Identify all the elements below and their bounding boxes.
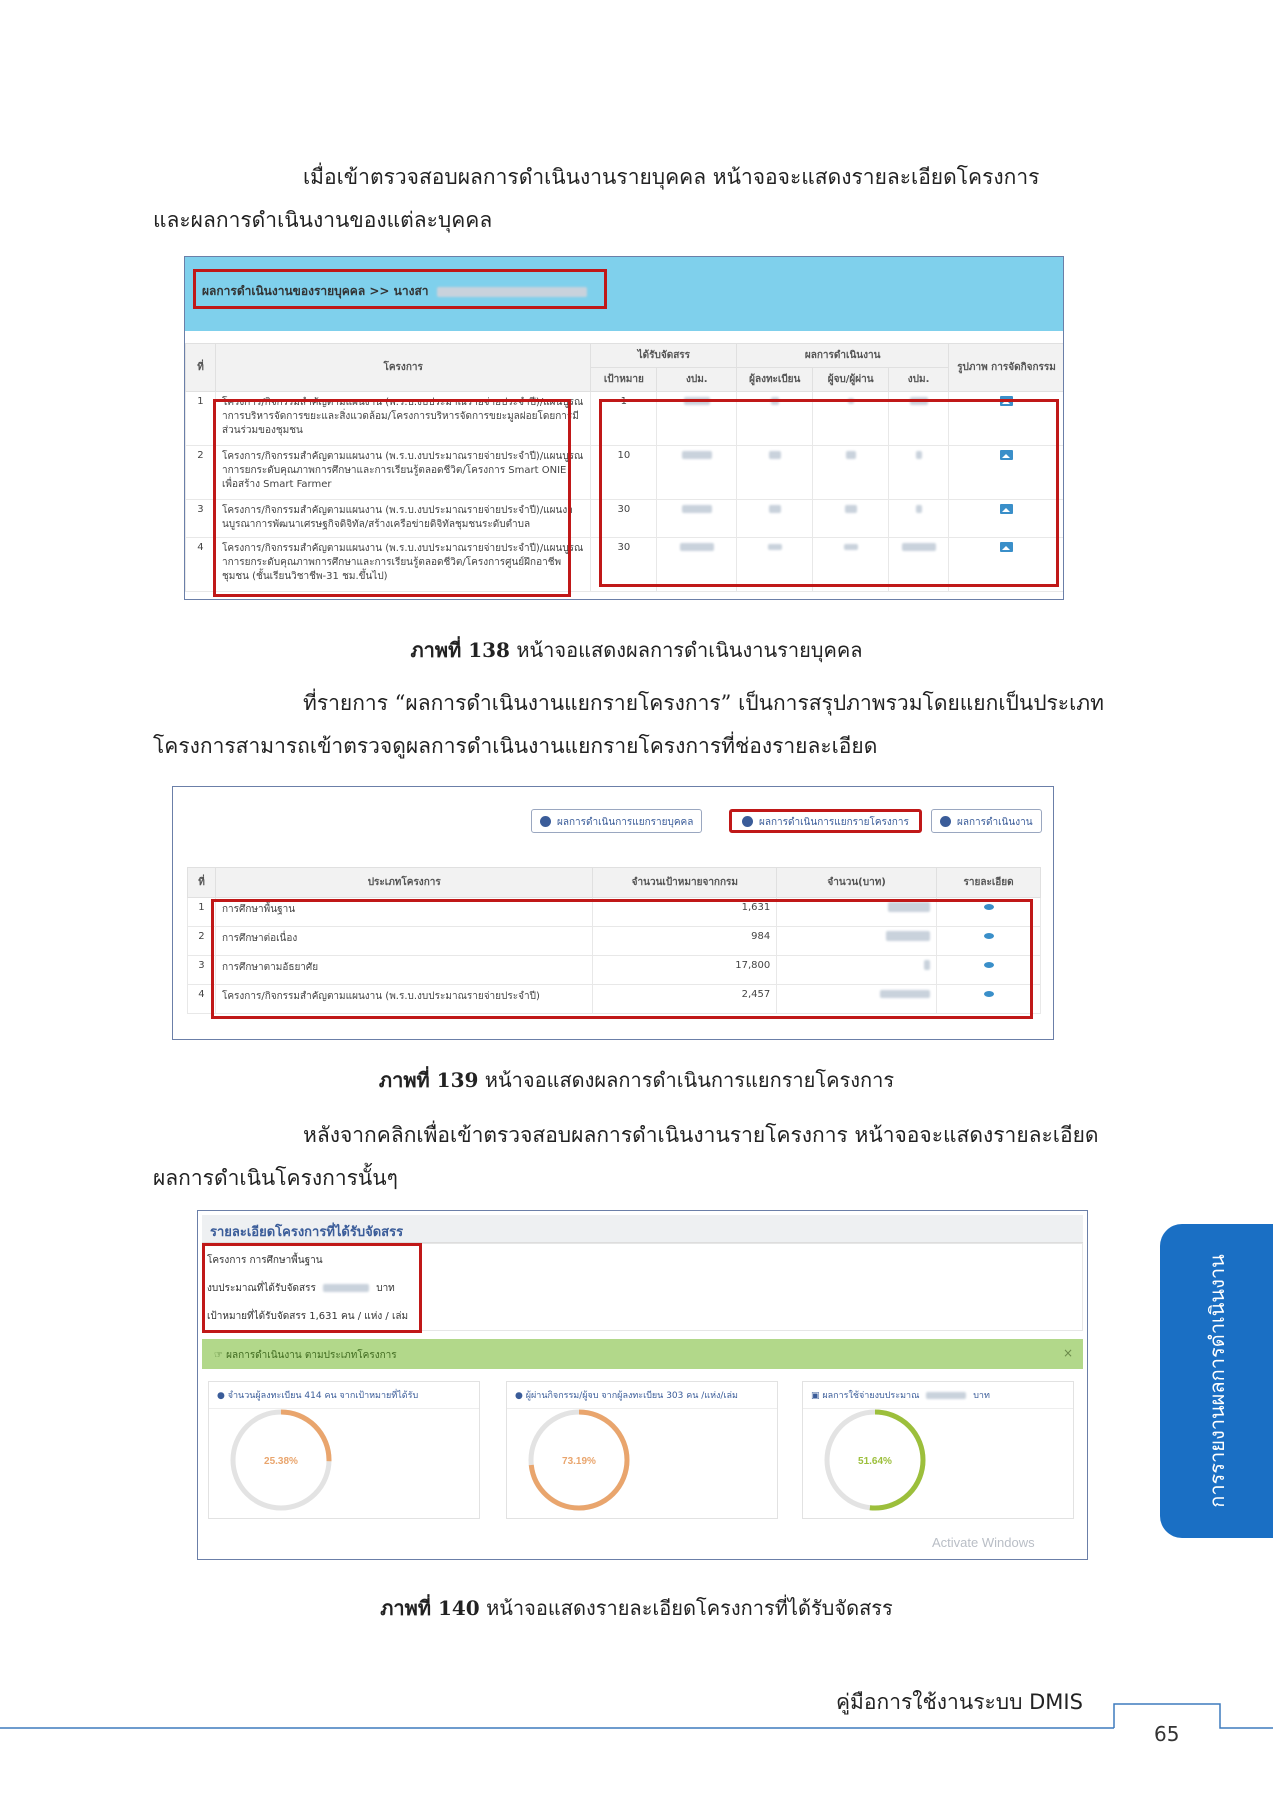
allocated-budget: งบประมาณที่ได้รับจัดสรร บาท (207, 1283, 395, 1294)
col-no: ที่ (186, 344, 216, 392)
intro-paragraph-2 (153, 682, 1123, 768)
table-row: 2 โครงการ/กิจกรรมสำคัญตามแผนงาน (พ.ร.บ.งบประมาณรายจ่ายประจำปี)/แผนบูรณาการยกระดับคุณภาพการศึกษาและการเรียนรู้ตลอดชีวิต/โครงการ Smart ONIE เพื่อสร้าง Smart Farmer 10 (186, 446, 1065, 500)
paragraph-line: และผลการดำเนินงานของแต่ละบุคคล (153, 208, 493, 232)
col-allocated: ได้รับจัดสรร (591, 344, 737, 368)
figure-caption: ภาพที่ 138 หน้าจอแสดงผลการดำเนินงานรายบุคคล (410, 638, 863, 662)
col-budget: งปม. (657, 368, 737, 392)
col-amount: จำนวน(บาท) (777, 868, 937, 898)
col-registered: ผู้ลงทะเบียน (737, 368, 813, 392)
dashboard-icon (940, 816, 951, 827)
tab-overall-results[interactable]: ผลการดำเนินงาน (931, 809, 1042, 833)
paragraph-line: หลังจากคลิกเพื่อเข้าตรวจสอบผลการดำเนินงานรายโครงการ หน้าจอจะแสดงรายละเอียด (303, 1123, 1099, 1147)
col-target: จำนวนเป้าหมายจากกรม (593, 868, 777, 898)
col-project: โครงการ (215, 344, 590, 392)
table-row: 3 โครงการ/กิจกรรมสำคัญตามแผนงาน (พ.ร.บ.งบประมาณรายจ่ายประจำปี)/แผนงานบูรณาการพัฒนาเศรษฐกิจดิจิทัล/สร้างเครือข่ายดิจิทัลชุมชนระดับตำบล 30 (186, 500, 1065, 538)
table-row: 2 การศึกษาต่อเนื่อง 984 (188, 927, 1041, 956)
tab-individual-results[interactable]: ผลการดำเนินการแยกรายบุคคล (531, 809, 702, 833)
results-by-project-type-alert: ☞ ผลการดำเนินงาน ตามประเภทโครงการ × (202, 1339, 1083, 1369)
graduated-panel (506, 1381, 778, 1519)
project-detail-screenshot (197, 1210, 1088, 1560)
allocated-target: เป้าหมายที่ได้รับจัดสรร 1,631 คน / แห่ง / เล่ม (207, 1311, 409, 1322)
registered-progress-ring (219, 1406, 343, 1514)
paragraph-line: เมื่อเข้าตรวจสอบผลการดำเนินงานรายบุคคล หน้าจอจะแสดงรายละเอียดโครงการ (303, 165, 1040, 189)
intro-paragraph-3 (153, 1114, 1123, 1200)
budget-usage-panel (802, 1381, 1074, 1519)
individual-results-title: ผลการดำเนินงานของรายบุคคล >> นางสา (193, 269, 607, 309)
money-icon: ▣ (811, 1391, 823, 1401)
user-icon: ● (217, 1391, 228, 1401)
table-row: 4 โครงการ/กิจกรรมสำคัญตามแผนงาน (พ.ร.บ.งบประมาณรายจ่ายประจำปี)/แผนบูรณาการยกระดับคุณภาพการศึกษาและการเรียนรู้ตลอดชีวิต/โครงการศูนย์ฝึกอาชีพชุมชน (ชั้นเรียนวิชาชีพ-31 ชม.ขึ้นไป) 30 (186, 538, 1065, 592)
highlight-project-rows (211, 899, 1033, 1019)
highlight-project-info (202, 1243, 422, 1333)
footer-rule (0, 1700, 1273, 1730)
manual-title: คู่มือการใช้งานระบบ DMIS (836, 1690, 1083, 1714)
graduated-progress-ring (517, 1406, 641, 1514)
close-icon[interactable]: × (1062, 1346, 1073, 1360)
panel-title: ▣ ผลการใช้จ่ายงบประมาณ บาท (803, 1382, 1073, 1409)
percent-label: 51.64% (858, 1456, 892, 1467)
figure-caption: ภาพที่ 140 หน้าจอแสดงรายละเอียดโครงการที่ได้รับจัดสรร (380, 1596, 893, 1620)
percent-label: 73.19% (562, 1456, 596, 1467)
page-number: 65 (1154, 1722, 1180, 1746)
activate-windows-watermark: Activate Windows (932, 1535, 1035, 1550)
paragraph-line: ที่รายการ “ผลการดำเนินงานแยกรายโครงการ” เป็นการสรุปภาพรวมโดยแยกเป็นประเภท (303, 691, 1104, 715)
user-icon: ● (515, 1391, 526, 1401)
table-row: 1 โครงการ/กิจกรรมสำคัญตามแผนงาน (พ.ร.บ.งบประมาณรายจ่ายประจำปี)/แผนบูรณาการบริหารจัดการขยะและสิ่งแวดล้อม/โครงการบริหารจัดการขยะมูลฝอยโดยการมีส่วนร่วมของชุมชน 1 (186, 392, 1065, 446)
paragraph-line: ผลการดำเนินโครงการนั้นๆ (153, 1166, 398, 1190)
col-no: ที่ (188, 868, 216, 898)
dashboard-icon (540, 816, 551, 827)
paragraph-line: โครงการสามารถเข้าตรวจดูผลการดำเนินงานแยกรายโครงการที่ช่องรายละเอียด (153, 734, 878, 758)
redacted-name (437, 287, 587, 297)
registered-panel (208, 1381, 480, 1519)
col-graduated: ผู้จบ/ผู้ผ่าน (813, 368, 889, 392)
col-photo: รูปภาพ การจัดกิจกรรม (949, 344, 1064, 392)
col-target: เป้าหมาย (591, 368, 657, 392)
col-budget2: งปม. (889, 368, 949, 392)
panel-title: ● จำนวนผู้ลงทะเบียน 414 คน จากเป้าหมายที่ได้รับ (209, 1382, 479, 1409)
highlight-project-column (213, 399, 571, 597)
individual-results-screenshot (184, 256, 1064, 600)
chapter-side-tab: การรายงานผลการดำเนินงาน (1160, 1224, 1273, 1538)
tab-project-results[interactable]: ผลการดำเนินการแยกรายโครงการ (729, 809, 922, 833)
col-detail: รายละเอียด (937, 868, 1041, 898)
highlight-result-columns (599, 399, 1059, 587)
project-results-screenshot (172, 786, 1054, 1040)
project-detail-header: รายละเอียดโครงการที่ได้รับจัดสรร (202, 1215, 1083, 1243)
budget-progress-ring (813, 1406, 937, 1514)
col-result: ผลการดำเนินงาน (737, 344, 949, 368)
table-row: 1 การศึกษาพื้นฐาน 1,631 (188, 898, 1041, 927)
intro-paragraph-1 (153, 156, 1123, 242)
dashboard-icon (742, 816, 753, 827)
percent-label: 25.38% (264, 1456, 298, 1467)
thumbs-up-icon: ☞ (214, 1350, 227, 1361)
table-row: 3 การศึกษาตามอัธยาศัย 17,800 (188, 956, 1041, 985)
project-name: โครงการ การศึกษาพื้นฐาน (207, 1255, 323, 1266)
table-row: 4 โครงการ/กิจกรรมสำคัญตามแผนงาน (พ.ร.บ.งบประมาณรายจ่ายประจำปี) 2,457 (188, 985, 1041, 1014)
panel-title: ● ผู้ผ่านกิจกรรม/ผู้จบ จากผู้ลงทะเบียน 303 คน /แห่ง/เล่ม (507, 1382, 777, 1409)
figure-caption: ภาพที่ 139 หน้าจอแสดงผลการดำเนินการแยกรายโครงการ (378, 1068, 895, 1092)
col-project-type: ประเภทโครงการ (215, 868, 592, 898)
